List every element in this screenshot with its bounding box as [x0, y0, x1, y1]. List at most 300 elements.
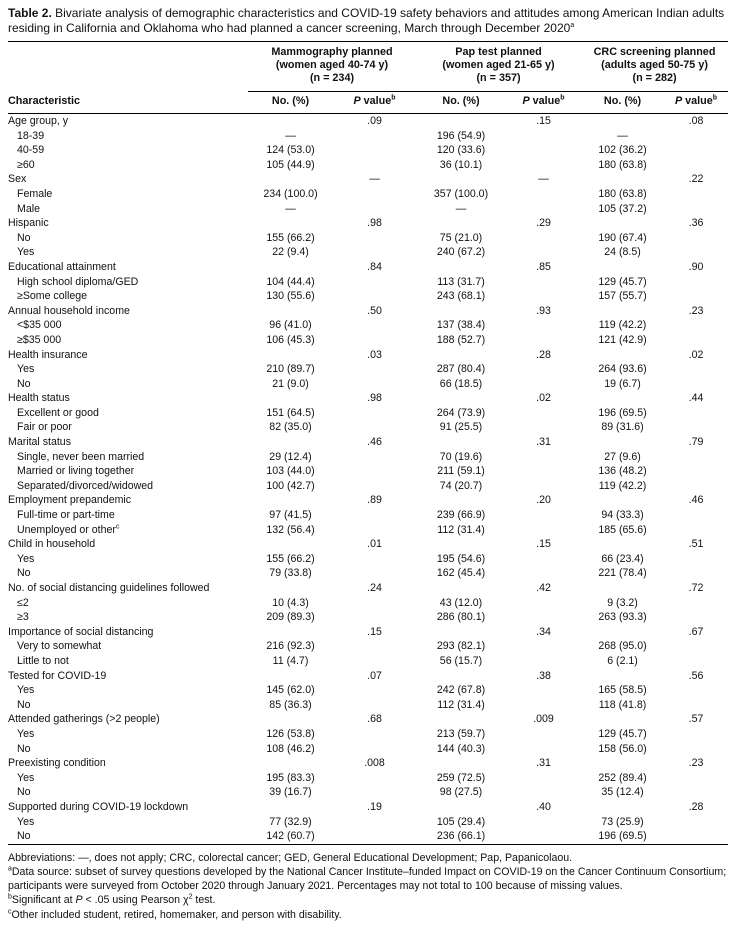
column-header-p-value: P value$^b$	[506, 92, 581, 114]
row-label: <$35 000	[17, 319, 62, 332]
row-label: Married or living together	[17, 465, 135, 478]
cell-count	[416, 756, 506, 771]
table-row	[8, 114, 728, 129]
row-label: Yes	[17, 727, 35, 740]
cell-p-value	[333, 464, 416, 479]
row-label: 18-39	[17, 129, 45, 142]
cell-p-value	[333, 275, 416, 290]
footnote-c: $^c$Other included student, retired, homemaker, and person with disability.	[8, 907, 342, 921]
table-row	[8, 377, 728, 392]
row-label: Preexisting condition	[8, 757, 106, 770]
cell-p-value	[333, 362, 416, 377]
results-table	[8, 41, 728, 845]
table-row	[8, 566, 728, 581]
cell-count: 259 (72.5)	[436, 771, 486, 784]
cell-count: 293 (82.1)	[436, 640, 486, 653]
cell-count	[581, 391, 664, 406]
cell-p-value	[506, 771, 581, 786]
cell-p-value	[333, 231, 416, 246]
cell-count: 43 (12.0)	[439, 596, 483, 609]
row-label: ≥$35 000	[17, 333, 62, 346]
cell-count: 21 (9.0)	[272, 377, 309, 390]
cell-p-value	[664, 508, 728, 523]
cell-count: 155 (66.2)	[266, 552, 315, 565]
cell-p-value	[506, 202, 581, 217]
cell-p-value	[333, 610, 416, 625]
row-label: Yes	[17, 363, 35, 376]
row-label: Fair or poor	[17, 421, 72, 434]
cell-count: 9 (3.2)	[607, 596, 638, 609]
table-row	[8, 245, 728, 260]
cell-p-value	[506, 158, 581, 173]
cell-p-value: .009	[533, 713, 554, 726]
cell-count: 35 (12.4)	[601, 786, 644, 799]
cell-p-value	[506, 683, 581, 698]
cell-p-value: .23	[688, 304, 704, 317]
cell-count: 105 (37.2)	[598, 202, 647, 215]
group-header-pap: Pap test planned (women aged 21-65 y) (n = 357)	[416, 42, 581, 92]
cell-count	[416, 435, 506, 450]
cell-p-value	[664, 683, 728, 698]
cell-count: 112 (31.4)	[437, 698, 485, 711]
cell-p-value	[664, 129, 728, 144]
table-row	[8, 610, 728, 625]
cell-count	[248, 391, 333, 406]
cell-count	[248, 669, 333, 684]
cell-p-value	[333, 333, 416, 348]
cell-count	[248, 756, 333, 771]
table-caption	[8, 6, 728, 36]
cell-count: 119 (42.2)	[598, 479, 647, 492]
cell-p-value	[664, 639, 728, 654]
cell-count: 97 (41.5)	[269, 509, 312, 522]
cell-count: 74 (20.7)	[439, 479, 483, 492]
cell-count: 286 (80.1)	[436, 611, 486, 624]
cell-p-value: .98	[367, 217, 382, 230]
table-row	[8, 493, 728, 508]
row-label: No	[17, 786, 31, 799]
cell-count	[248, 304, 333, 319]
cell-p-value	[506, 333, 581, 348]
row-label: Female	[17, 187, 53, 200]
table-row	[8, 625, 728, 640]
cell-p-value: .03	[367, 348, 382, 361]
cell-p-value	[506, 552, 581, 567]
cell-count: 104 (44.4)	[266, 275, 315, 288]
table-row	[8, 815, 728, 830]
cell-p-value	[333, 143, 416, 158]
cell-p-value: .42	[536, 582, 551, 594]
group-header-mammography: Mammography planned (women aged 40-74 y) (n = 234)	[248, 42, 416, 92]
cell-count	[581, 304, 664, 319]
cell-count: 85 (36.3)	[269, 698, 312, 711]
table-row	[8, 216, 728, 231]
cell-count: 287 (80.4)	[436, 363, 486, 376]
cell-count: 79 (33.8)	[269, 567, 312, 580]
cell-count: 130 (55.6)	[266, 290, 315, 303]
cell-p-value: .46	[688, 494, 704, 507]
cell-count: 105 (29.4)	[436, 815, 486, 828]
cell-p-value	[506, 377, 581, 392]
cell-count: 242 (67.8)	[436, 684, 486, 697]
cell-count	[248, 537, 333, 552]
cell-p-value: .98	[367, 392, 382, 405]
cell-p-value	[333, 785, 416, 800]
table-row	[8, 698, 728, 713]
cell-p-value: .09	[367, 115, 382, 127]
table-page	[8, 0, 728, 922]
group-header-row	[8, 42, 728, 92]
cell-count: 113 (31.7)	[437, 275, 485, 288]
cell-p-value	[506, 129, 581, 144]
cell-p-value: .02	[688, 348, 704, 361]
table-row	[8, 260, 728, 275]
cell-p-value	[333, 289, 416, 304]
cell-count: 216 (92.3)	[266, 640, 315, 653]
cell-count: 98 (27.5)	[439, 786, 483, 799]
cell-p-value	[664, 450, 728, 465]
cell-p-value: .50	[367, 304, 382, 317]
cell-count: 89 (31.6)	[601, 421, 644, 434]
cell-count: 106 (45.3)	[266, 333, 315, 346]
cell-count: 11 (4.7)	[272, 654, 309, 667]
cell-p-value	[664, 362, 728, 377]
cell-count	[581, 493, 664, 508]
footnote-b: $^b$Significant at P < .05 using Pearson $\chi^2$ test.	[8, 893, 216, 907]
cell-count	[581, 348, 664, 363]
table-row	[8, 829, 728, 844]
cell-count	[248, 800, 333, 815]
cell-p-value	[664, 829, 728, 844]
caption-text: Bivariate analysis of demographic characteristics and COVID-19 safety behaviors and attitudes among American Indian adults residing in California and Oklahoma who had planned a cancer screening, March through December 2020	[8, 6, 725, 35]
cell-p-value	[664, 596, 728, 611]
table-row	[8, 187, 728, 202]
row-label: ≥3	[17, 611, 29, 624]
cell-p-value: .89	[367, 494, 382, 507]
cell-count: 195 (54.6)	[436, 552, 486, 565]
cell-p-value	[506, 464, 581, 479]
cell-p-value	[506, 362, 581, 377]
cell-p-value: .23	[688, 757, 704, 770]
cell-p-value	[664, 202, 728, 217]
cell-count: 96 (41.0)	[269, 319, 312, 332]
cell-count: 145 (62.0)	[266, 684, 315, 697]
cell-p-value	[664, 406, 728, 421]
row-label: Very to somewhat	[17, 640, 102, 653]
cell-p-value	[506, 829, 581, 844]
column-header-no-pct: No. (%)	[581, 92, 664, 114]
cell-p-value	[333, 654, 416, 669]
cell-p-value: .79	[688, 436, 704, 449]
row-label: Health status	[8, 392, 70, 405]
row-label: Tested for COVID-19	[8, 669, 107, 682]
cell-p-value	[506, 523, 581, 538]
cell-p-value	[506, 742, 581, 757]
column-header-p-value: P value$^b$	[664, 92, 728, 114]
table-row	[8, 742, 728, 757]
row-label: 40-59	[17, 144, 45, 157]
row-label: Marital status	[8, 436, 71, 449]
cell-p-value	[506, 289, 581, 304]
cell-p-value	[506, 596, 581, 611]
cell-count: 70 (19.6)	[439, 450, 483, 463]
table-row	[8, 800, 728, 815]
cell-count: 239 (66.9)	[436, 509, 486, 522]
cell-count: 263 (93.3)	[598, 611, 647, 624]
cell-count: 196 (69.5)	[598, 406, 647, 419]
cell-p-value	[664, 464, 728, 479]
cell-p-value	[333, 406, 416, 421]
cell-p-value	[333, 508, 416, 523]
cell-count: 24 (8.5)	[604, 246, 641, 259]
footnote-abbreviations: Abbreviations: —, does not apply; CRC, colorectal cancer; GED, General Educational Development; Pap, Papanicolaou.	[8, 851, 573, 864]
cell-p-value: .08	[688, 115, 704, 127]
cell-count	[248, 216, 333, 231]
cell-p-value	[333, 245, 416, 260]
cell-p-value	[506, 566, 581, 581]
cell-p-value	[333, 523, 416, 538]
table-row	[8, 172, 728, 187]
column-header-row	[8, 92, 728, 114]
row-label: Age group, y	[8, 115, 69, 127]
cell-p-value	[664, 187, 728, 202]
table-row	[8, 639, 728, 654]
cell-p-value	[333, 129, 416, 144]
cell-p-value: .67	[688, 625, 704, 638]
cell-count: 264 (73.9)	[436, 406, 486, 419]
table-row	[8, 727, 728, 742]
table-row	[8, 552, 728, 567]
cell-p-value	[506, 450, 581, 465]
cell-count	[416, 581, 506, 596]
cell-p-value	[333, 377, 416, 392]
cell-count: 211 (59.1)	[437, 465, 485, 478]
cell-count: 196 (69.5)	[581, 829, 664, 844]
cell-p-value: .15	[536, 538, 551, 551]
table-row	[8, 683, 728, 698]
cell-p-value	[506, 318, 581, 333]
cell-count	[416, 712, 506, 727]
cell-count	[416, 391, 506, 406]
cell-count: 196 (54.9)	[436, 129, 486, 142]
cell-count: 209 (89.3)	[266, 611, 315, 624]
cell-p-value	[664, 420, 728, 435]
cell-count	[581, 172, 664, 187]
cell-count	[248, 493, 333, 508]
cell-p-value: .02	[536, 392, 551, 405]
cell-count: 252 (89.4)	[598, 771, 647, 784]
caption-label: Table 2.	[8, 6, 52, 20]
cell-p-value: .24	[367, 582, 382, 594]
cell-count: 126 (53.8)	[266, 727, 315, 740]
cell-p-value	[664, 289, 728, 304]
table-row	[8, 596, 728, 611]
row-label: Yes	[17, 552, 35, 565]
cell-p-value	[664, 742, 728, 757]
cell-count	[581, 669, 664, 684]
cell-p-value	[506, 727, 581, 742]
cell-count: 137 (38.4)	[436, 319, 486, 332]
cell-p-value: .15	[536, 115, 551, 127]
cell-count: 19 (6.7)	[604, 377, 641, 390]
cell-p-value: .20	[536, 494, 551, 507]
table-row	[8, 581, 728, 596]
cell-p-value	[506, 231, 581, 246]
cell-count: 268 (95.0)	[598, 640, 647, 653]
cell-count: 66 (23.4)	[601, 552, 644, 565]
row-label: No	[17, 698, 31, 711]
cell-p-value	[506, 508, 581, 523]
cell-p-value	[664, 815, 728, 830]
table-row	[8, 435, 728, 450]
cell-count: 157 (55.7)	[598, 290, 647, 303]
table-row	[8, 275, 728, 290]
cell-count	[416, 260, 506, 275]
cell-count: 236 (66.1)	[416, 829, 506, 844]
cell-count: 6 (2.1)	[607, 654, 638, 667]
cell-p-value	[333, 815, 416, 830]
table-row	[8, 712, 728, 727]
footnote-a: $^a$Data source: subset of survey questions developed by the National Cancer Institute–funded Impact on COVID-19 on the Cancer Continuum Consortium; participants were surveyed from October 2020 through January 2021. Percentages may not total to 100 because of missing values.	[8, 865, 727, 893]
cell-p-value	[333, 479, 416, 494]
row-label: Separated/divorced/widowed	[17, 479, 154, 492]
row-label: Little to not	[17, 654, 69, 667]
cell-p-value	[664, 552, 728, 567]
caption-sup: a	[570, 22, 575, 29]
cell-count: 158 (56.0)	[598, 742, 647, 755]
cell-p-value: .07	[367, 669, 382, 682]
cell-p-value	[664, 231, 728, 246]
column-header-p-value: P value$^b$	[333, 92, 416, 114]
cell-p-value: .84	[367, 260, 382, 273]
row-label: ≤2	[17, 596, 29, 609]
cell-p-value: .40	[536, 800, 551, 813]
cell-p-value	[333, 742, 416, 757]
row-label: Sex	[8, 173, 27, 186]
cell-count: 66 (18.5)	[439, 377, 483, 390]
cell-count	[248, 625, 333, 640]
cell-count: —	[455, 202, 467, 215]
cell-p-value: .38	[536, 669, 551, 682]
cell-p-value	[333, 158, 416, 173]
cell-count: 129 (45.7)	[598, 275, 647, 288]
cell-count: 129 (45.7)	[598, 727, 647, 740]
cell-count: 132 (56.4)	[266, 523, 315, 536]
cell-count	[416, 493, 506, 508]
cell-count: 357 (100.0)	[433, 187, 489, 200]
row-label: Excellent or good	[17, 406, 99, 419]
cell-p-value	[664, 318, 728, 333]
cell-p-value	[664, 698, 728, 713]
cell-p-value: .46	[367, 436, 382, 449]
group-header-crc: CRC screening planned (adults aged 50-75 y) (n = 282)	[581, 42, 728, 92]
cell-count: 221 (78.4)	[598, 567, 647, 580]
table-row	[8, 654, 728, 669]
table-row	[8, 129, 728, 144]
row-label: Employment prepandemic	[8, 494, 132, 507]
cell-count: 112 (31.4)	[437, 523, 485, 536]
cell-p-value	[333, 202, 416, 217]
cell-count	[416, 625, 506, 640]
cell-p-value: .31	[536, 436, 551, 449]
table-row	[8, 785, 728, 800]
cell-count: 29 (12.4)	[269, 450, 312, 463]
cell-count	[248, 581, 333, 596]
cell-count: 56 (15.7)	[439, 654, 483, 667]
cell-p-value	[333, 639, 416, 654]
cell-count	[581, 260, 664, 275]
cell-count	[581, 114, 664, 129]
cell-p-value: .15	[367, 625, 382, 638]
cell-count: 243 (68.1)	[436, 290, 486, 303]
cell-count: 151 (64.5)	[266, 406, 315, 419]
row-label: Yes	[17, 771, 35, 784]
column-header-no-pct: No. (%)	[248, 92, 333, 114]
cell-count: 75 (21.0)	[439, 231, 483, 244]
cell-count: —	[617, 129, 628, 142]
cell-p-value	[664, 158, 728, 173]
cell-count	[416, 669, 506, 684]
cell-count	[248, 260, 333, 275]
cell-count: 190 (67.4)	[598, 231, 647, 244]
cell-count: 240 (67.2)	[436, 246, 486, 259]
table-row	[8, 318, 728, 333]
row-label: No	[17, 742, 31, 755]
cell-count	[581, 756, 664, 771]
cell-count: 213 (59.7)	[436, 727, 486, 740]
cell-count: 102 (36.2)	[598, 144, 647, 157]
cell-p-value: —	[369, 173, 380, 186]
table-row	[8, 158, 728, 173]
cell-count: 180 (63.8)	[598, 187, 647, 200]
cell-p-value	[664, 654, 728, 669]
table-row	[8, 450, 728, 465]
cell-p-value: .28	[536, 348, 551, 361]
cell-p-value	[664, 377, 728, 392]
row-label: No	[17, 231, 31, 244]
table-row	[8, 231, 728, 246]
table-row	[8, 304, 728, 319]
cell-count	[416, 216, 506, 231]
row-label: ≥Some college	[17, 290, 88, 303]
table-row	[8, 756, 728, 771]
cell-p-value: .01	[367, 538, 382, 551]
row-label: No. of social distancing guidelines followed	[8, 582, 210, 594]
cell-p-value: .72	[688, 582, 704, 594]
row-label: Health insurance	[8, 348, 88, 361]
row-label: No	[17, 567, 31, 580]
cell-p-value	[664, 143, 728, 158]
cell-count	[581, 712, 664, 727]
cell-p-value	[333, 552, 416, 567]
cell-p-value	[506, 420, 581, 435]
cell-count: 10 (4.3)	[272, 596, 309, 609]
cell-count: 100 (42.7)	[266, 479, 315, 492]
cell-p-value: .19	[367, 800, 382, 813]
cell-count: 136 (48.2)	[598, 465, 647, 478]
row-label: Hispanic	[8, 217, 49, 230]
cell-p-value	[333, 698, 416, 713]
cell-p-value	[664, 333, 728, 348]
cell-p-value	[506, 245, 581, 260]
cell-count	[248, 712, 333, 727]
cell-p-value	[333, 683, 416, 698]
cell-count: 195 (83.3)	[266, 771, 315, 784]
cell-count: 91 (25.5)	[439, 421, 483, 434]
cell-p-value	[506, 143, 581, 158]
cell-p-value	[333, 566, 416, 581]
cell-p-value: —	[538, 173, 549, 186]
